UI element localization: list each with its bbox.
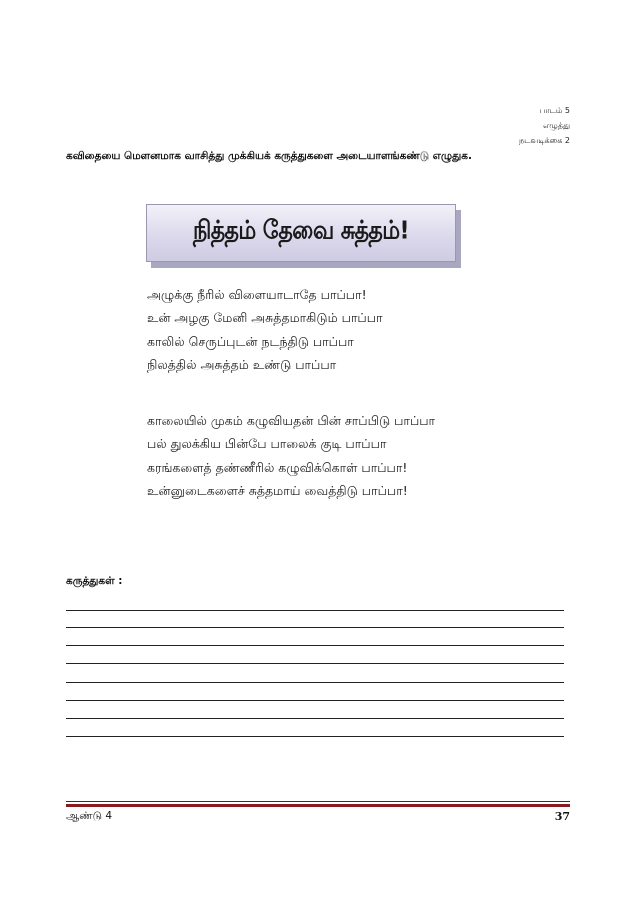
answer-line[interactable]	[66, 663, 564, 664]
answer-line[interactable]	[66, 627, 564, 628]
answer-line[interactable]	[66, 645, 564, 646]
answer-line[interactable]	[66, 736, 564, 737]
poem-line: காலையில் முகம் கழுவியதன் பின் சாப்பிடு பாப்பா	[147, 413, 436, 428]
poem-line: நிலத்தில் அசுத்தம் உண்டு பாப்பா	[147, 356, 337, 372]
footer-rule-thin	[66, 801, 570, 802]
points-label: கருத்துகள் :	[66, 575, 123, 587]
poem-title: நித்தம் தேவை சுத்தம்!	[193, 216, 409, 246]
poem-line: உன்னுடைகளைச் சுத்தமாய் வைத்திடு பாப்பா!	[147, 482, 408, 498]
lesson-number: பாடம் 5	[539, 106, 570, 115]
poem-line: கரங்களைத் தண்ணீரில் கழுவிக்கொள் பாப்பா!	[147, 459, 408, 475]
poem-title-box	[146, 204, 456, 262]
poem-line: அழுக்கு நீரில் விளையாடாதே பாப்பா!	[147, 287, 367, 302]
poem-line: உன் அழகு மேனி அசுத்தமாகிடும் பாப்பா	[147, 310, 383, 326]
footer-rule-thick	[66, 804, 570, 807]
poem-stanza-2	[147, 409, 435, 502]
page-number: 37	[554, 810, 570, 823]
answer-line[interactable]	[66, 610, 564, 611]
poem-stanza-1	[147, 283, 383, 376]
grade-label: ஆண்டு 4	[66, 810, 113, 822]
answer-line[interactable]	[66, 718, 564, 719]
answer-line[interactable]	[66, 682, 564, 683]
skill-name: எழுத்து	[543, 121, 570, 130]
answer-line[interactable]	[66, 700, 564, 701]
poem-line: காலில் செருப்புடன் நடந்திடு பாப்பா	[147, 333, 354, 349]
lesson-header	[519, 103, 570, 148]
activity-number: நடவடிக்கை 2	[519, 136, 570, 145]
instruction-text: கவிதையை மௌனமாக வாசித்து முக்கியக் கருத்துகளை அடையாளங்கண்டு எழுதுக.	[66, 150, 472, 162]
poem-line: பல் துலக்கிய பின்பே பாலைக் குடி பாப்பா	[147, 436, 387, 452]
